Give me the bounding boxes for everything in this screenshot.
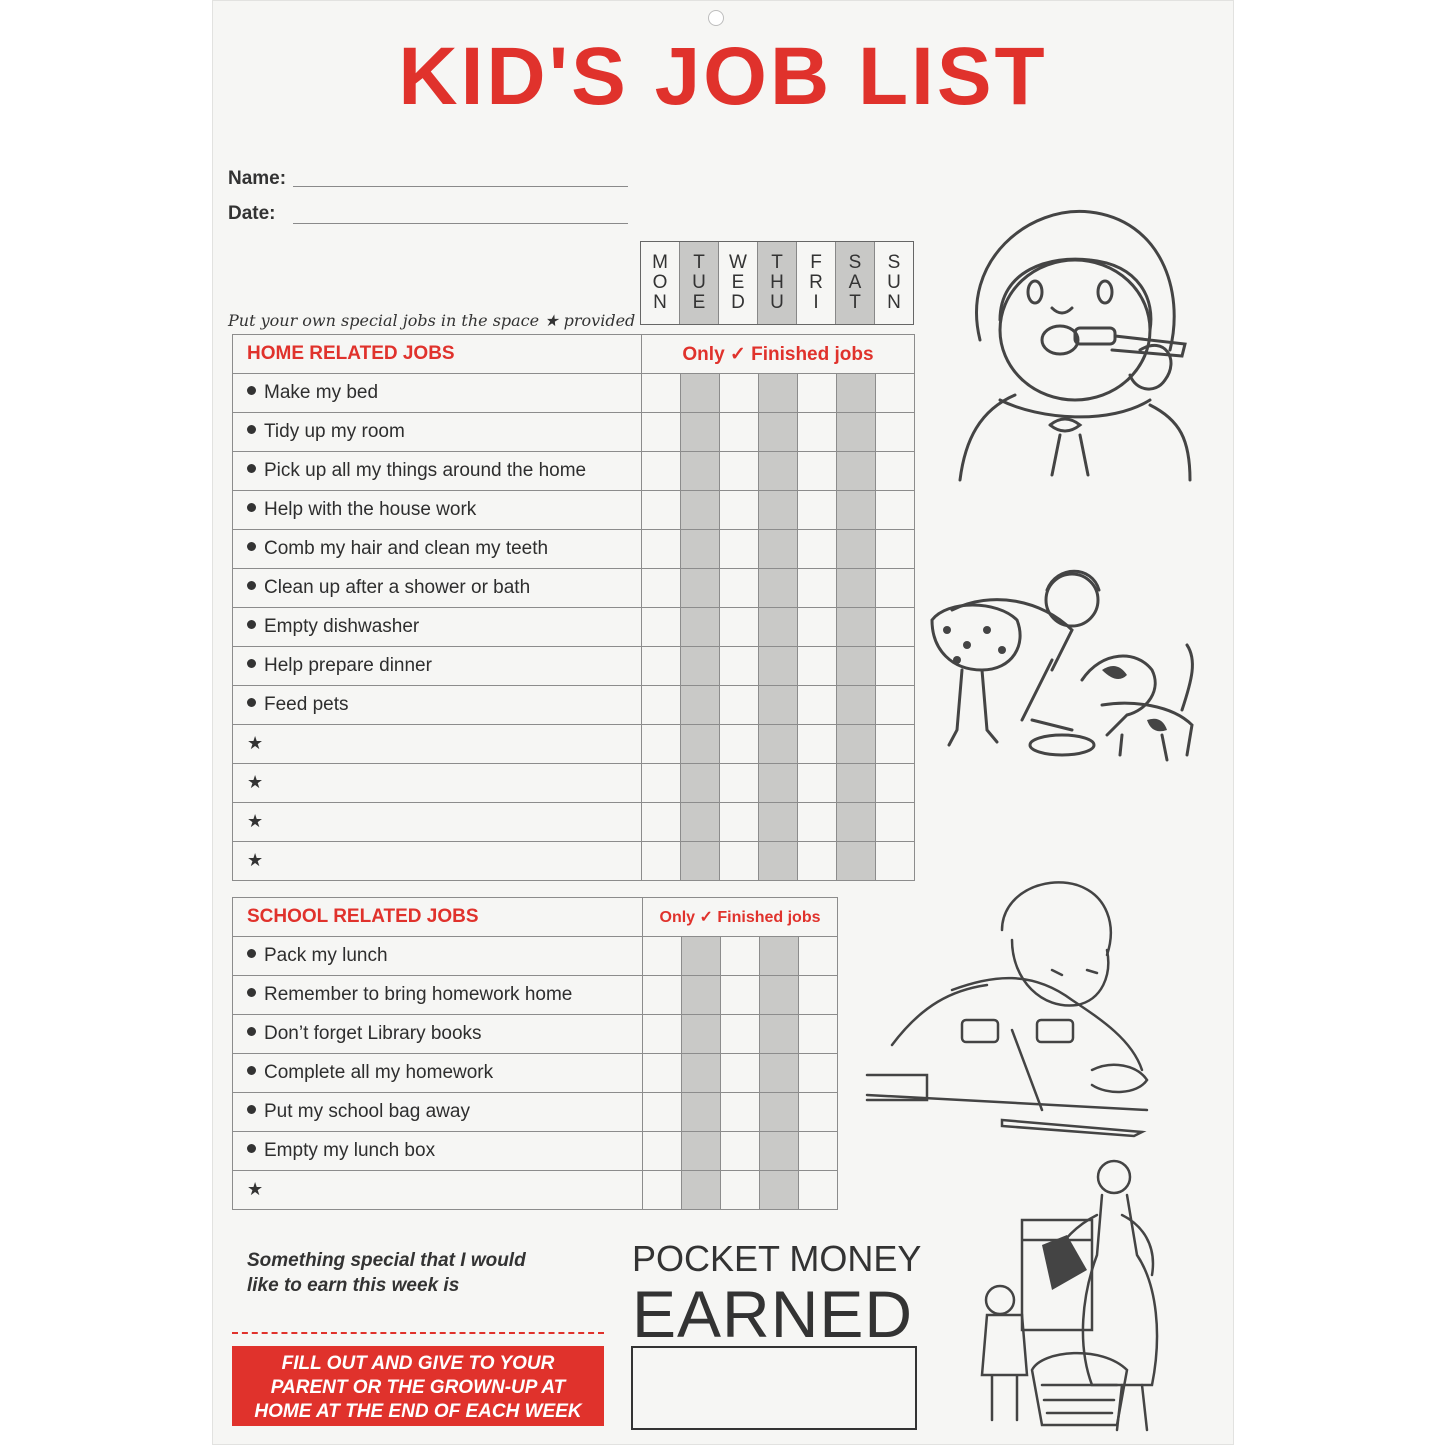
day-letter: U	[770, 292, 784, 313]
check-cell[interactable]	[798, 647, 837, 686]
job-cell	[233, 1171, 643, 1210]
check-cell[interactable]	[798, 764, 837, 803]
star-icon: ★	[247, 772, 264, 792]
check-cell[interactable]	[642, 452, 681, 491]
check-cell[interactable]	[681, 374, 720, 413]
day-letter: W	[729, 252, 747, 273]
job-label: Complete all my homework	[264, 1062, 494, 1083]
check-cell[interactable]	[759, 608, 798, 647]
job-cell	[233, 764, 642, 803]
check-cell[interactable]	[798, 374, 837, 413]
job-cell	[233, 1132, 643, 1171]
table-row	[233, 452, 915, 491]
day-column-header	[641, 242, 680, 324]
check-cell[interactable]	[876, 647, 915, 686]
bullet-icon	[247, 1066, 256, 1075]
check-cell[interactable]	[837, 686, 876, 725]
check-cell[interactable]	[837, 569, 876, 608]
job-cell	[233, 647, 642, 686]
check-cell[interactable]	[720, 686, 759, 725]
day-column-header	[719, 242, 758, 324]
job-label: Tidy up my room	[264, 421, 405, 442]
bullet-icon	[247, 659, 256, 668]
star-icon: ★	[247, 811, 264, 831]
star-icon: ★	[247, 733, 264, 753]
school-jobs-table	[232, 897, 838, 1210]
day-letter: U	[692, 272, 706, 293]
job-label: Help with the house work	[264, 499, 477, 520]
special-line-2: like to earn this week is	[247, 1275, 460, 1296]
check-cell[interactable]	[760, 1015, 799, 1054]
earned-heading: EARNED	[632, 1277, 914, 1351]
check-cell[interactable]	[720, 530, 759, 569]
bullet-icon	[247, 464, 256, 473]
check-cell[interactable]	[681, 452, 720, 491]
day-letter: T	[771, 252, 783, 273]
day-header	[640, 241, 914, 325]
check-cell[interactable]	[682, 1054, 721, 1093]
job-label: Help prepare dinner	[264, 655, 432, 676]
table-row	[233, 1093, 838, 1132]
check-cell[interactable]	[759, 686, 798, 725]
notice-line-2: PARENT OR THE GROWN-UP AT	[270, 1377, 566, 1398]
check-cell[interactable]	[798, 569, 837, 608]
star-icon: ★	[247, 850, 264, 870]
page-title: KID'S JOB LIST	[398, 31, 1048, 122]
pocket-money-heading: POCKET MONEY	[632, 1238, 922, 1279]
table-row	[233, 608, 915, 647]
check-cell[interactable]	[720, 803, 759, 842]
table-row	[233, 976, 838, 1015]
check-cell[interactable]	[643, 1054, 682, 1093]
name-label: Name:	[228, 168, 287, 189]
check-cell[interactable]	[681, 413, 720, 452]
job-label: Comb my hair and clean my teeth	[264, 538, 549, 559]
job-label: Put my school bag away	[264, 1101, 470, 1122]
check-cell[interactable]	[799, 1054, 838, 1093]
table-row	[233, 1015, 838, 1054]
check-cell[interactable]	[643, 1093, 682, 1132]
special-reward-line[interactable]	[232, 1332, 604, 1334]
check-cell[interactable]	[681, 803, 720, 842]
job-cell	[233, 491, 642, 530]
check-cell[interactable]	[721, 1054, 760, 1093]
check-cell[interactable]	[876, 491, 915, 530]
check-cell[interactable]	[837, 725, 876, 764]
check-cell[interactable]	[759, 413, 798, 452]
check-cell[interactable]	[642, 686, 681, 725]
job-cell	[233, 452, 642, 491]
day-letter: O	[652, 272, 668, 293]
job-label: Empty my lunch box	[264, 1140, 436, 1161]
check-cell[interactable]	[642, 764, 681, 803]
job-label: Feed pets	[264, 694, 349, 715]
check-cell[interactable]	[642, 803, 681, 842]
check-cell[interactable]	[643, 937, 682, 976]
check-cell[interactable]	[682, 976, 721, 1015]
job-cell	[233, 608, 642, 647]
job-cell	[233, 569, 642, 608]
check-cell[interactable]	[837, 452, 876, 491]
home-jobs-table	[232, 334, 915, 881]
table-row	[233, 647, 915, 686]
check-cell[interactable]	[642, 725, 681, 764]
job-cell	[233, 374, 642, 413]
check-cell[interactable]	[876, 764, 915, 803]
check-cell[interactable]	[642, 491, 681, 530]
check-cell[interactable]	[759, 491, 798, 530]
check-cell[interactable]	[799, 976, 838, 1015]
date-label: Date:	[228, 203, 276, 224]
check-cell[interactable]	[642, 608, 681, 647]
check-cell[interactable]	[876, 803, 915, 842]
check-cell[interactable]	[681, 686, 720, 725]
bullet-icon	[247, 425, 256, 434]
check-cell[interactable]	[681, 530, 720, 569]
check-cell[interactable]	[642, 413, 681, 452]
instruction-text-end: provided	[563, 311, 636, 330]
day-letter: N	[653, 292, 667, 313]
check-cell[interactable]	[798, 842, 837, 881]
check-cell[interactable]	[876, 413, 915, 452]
check-cell[interactable]	[720, 647, 759, 686]
girl-brushing-teeth-illustration	[940, 200, 1210, 485]
check-cell[interactable]	[721, 937, 760, 976]
check-cell[interactable]	[837, 647, 876, 686]
day-letter: A	[848, 272, 862, 293]
job-cell	[233, 1054, 643, 1093]
job-cell	[233, 413, 642, 452]
job-cell	[233, 686, 642, 725]
check-cell[interactable]	[876, 452, 915, 491]
check-cell[interactable]	[799, 1093, 838, 1132]
check-cell[interactable]	[720, 374, 759, 413]
bullet-icon	[247, 988, 256, 997]
table-row	[233, 842, 915, 881]
check-cell[interactable]	[837, 764, 876, 803]
bullet-icon	[247, 581, 256, 590]
check-cell[interactable]	[720, 764, 759, 803]
day-column-header	[836, 242, 875, 324]
check-cell[interactable]	[760, 1054, 799, 1093]
check-cell[interactable]	[720, 491, 759, 530]
check-cell[interactable]	[759, 803, 798, 842]
check-cell[interactable]	[681, 725, 720, 764]
day-column-header	[680, 242, 719, 324]
special-reward-prompt	[247, 1248, 587, 1298]
star-icon: ★	[544, 311, 559, 330]
day-letter: U	[887, 272, 901, 293]
check-cell[interactable]	[876, 725, 915, 764]
table-row	[233, 937, 838, 976]
name-field[interactable]	[293, 186, 628, 187]
check-cell[interactable]	[798, 608, 837, 647]
bullet-icon	[247, 542, 256, 551]
check-cell[interactable]	[721, 1015, 760, 1054]
check-cell[interactable]	[799, 1132, 838, 1171]
check-cell[interactable]	[681, 569, 720, 608]
bullet-icon	[247, 1144, 256, 1153]
check-cell[interactable]	[642, 647, 681, 686]
table-row	[233, 374, 915, 413]
check-cell[interactable]	[682, 937, 721, 976]
job-label: Make my bed	[264, 382, 379, 403]
table-row	[233, 764, 915, 803]
table-row	[233, 725, 915, 764]
check-cell[interactable]	[681, 491, 720, 530]
check-cell[interactable]	[643, 976, 682, 1015]
job-cell	[233, 1093, 643, 1132]
check-cell[interactable]	[643, 1015, 682, 1054]
table-row	[233, 686, 915, 725]
check-cell[interactable]	[837, 413, 876, 452]
bullet-icon	[247, 386, 256, 395]
bullet-icon	[247, 698, 256, 707]
table-row	[233, 1132, 838, 1171]
day-column-header	[875, 242, 913, 324]
check-cell[interactable]	[682, 1015, 721, 1054]
check-cell[interactable]	[721, 1132, 760, 1171]
check-cell[interactable]	[759, 530, 798, 569]
job-cell	[233, 530, 642, 569]
day-letter: M	[652, 252, 668, 273]
check-cell[interactable]	[799, 1171, 838, 1210]
table-row	[233, 569, 915, 608]
check-cell[interactable]	[721, 1093, 760, 1132]
day-letter: S	[887, 252, 901, 273]
job-label: Don’t forget Library books	[264, 1023, 482, 1044]
check-cell[interactable]	[837, 530, 876, 569]
check-cell[interactable]	[682, 1132, 721, 1171]
mother-and-boy-laundry-illustration	[972, 1155, 1212, 1440]
check-cell[interactable]	[681, 842, 720, 881]
school-jobs-header: SCHOOL RELATED JOBS	[233, 898, 643, 937]
check-cell[interactable]	[681, 764, 720, 803]
check-cell[interactable]	[876, 530, 915, 569]
check-cell[interactable]	[799, 1015, 838, 1054]
table-row	[233, 1171, 838, 1210]
home-jobs-header: HOME RELATED JOBS	[233, 335, 642, 374]
check-cell[interactable]	[798, 491, 837, 530]
table-row	[233, 1054, 838, 1093]
instructions	[228, 311, 635, 330]
check-cell[interactable]	[720, 725, 759, 764]
table-row	[233, 413, 915, 452]
bullet-icon	[247, 620, 256, 629]
check-cell[interactable]	[642, 374, 681, 413]
check-cell[interactable]	[642, 530, 681, 569]
check-cell[interactable]	[643, 1132, 682, 1171]
job-cell	[233, 976, 643, 1015]
day-letter: F	[810, 252, 822, 273]
finished-jobs-header: Only ✓ Finished jobs	[642, 335, 915, 374]
day-letter: E	[731, 272, 745, 293]
check-cell[interactable]	[720, 569, 759, 608]
day-column-header	[797, 242, 836, 324]
check-cell[interactable]	[837, 803, 876, 842]
table-row	[233, 530, 915, 569]
check-cell[interactable]	[876, 686, 915, 725]
check-cell[interactable]	[721, 976, 760, 1015]
notice-line-1: FILL OUT AND GIVE TO YOUR	[281, 1353, 555, 1374]
check-cell[interactable]	[720, 452, 759, 491]
table-row	[233, 803, 915, 842]
job-cell	[233, 803, 642, 842]
star-icon: ★	[247, 1179, 264, 1199]
check-cell[interactable]	[798, 452, 837, 491]
boy-doing-homework-illustration	[862, 870, 1162, 1140]
day-letter: N	[887, 292, 901, 313]
table-row	[233, 491, 915, 530]
check-cell[interactable]	[799, 937, 838, 976]
notice-line-3: HOME AT THE END OF EACH WEEK	[254, 1401, 582, 1422]
check-cell[interactable]	[682, 1171, 721, 1210]
instruction-text: Put your own special jobs in the space	[228, 311, 540, 330]
check-cell[interactable]	[759, 452, 798, 491]
check-cell[interactable]	[798, 803, 837, 842]
finished-jobs-header: Only ✓ Finished jobs	[643, 898, 838, 937]
special-line-1: Something special that I would	[247, 1250, 526, 1271]
check-cell[interactable]	[798, 413, 837, 452]
job-label: Remember to bring homework home	[264, 984, 573, 1005]
date-field[interactable]	[293, 223, 628, 224]
bullet-icon	[247, 1027, 256, 1036]
check-cell[interactable]	[837, 374, 876, 413]
check-cell[interactable]	[760, 1093, 799, 1132]
day-letter: T	[693, 252, 705, 273]
check-cell[interactable]	[760, 976, 799, 1015]
day-letter: R	[809, 272, 823, 293]
check-cell[interactable]	[642, 842, 681, 881]
day-letter: S	[848, 252, 862, 273]
check-cell[interactable]	[837, 608, 876, 647]
job-cell	[233, 937, 643, 976]
check-cell[interactable]	[759, 647, 798, 686]
return-notice	[232, 1346, 604, 1426]
check-cell[interactable]	[720, 842, 759, 881]
job-cell	[233, 1015, 643, 1054]
check-cell[interactable]	[759, 842, 798, 881]
check-cell[interactable]	[721, 1171, 760, 1210]
day-letter: T	[849, 292, 861, 313]
check-cell[interactable]	[876, 374, 915, 413]
check-cell[interactable]	[720, 413, 759, 452]
bullet-icon	[247, 1105, 256, 1114]
check-cell[interactable]	[681, 608, 720, 647]
check-cell[interactable]	[642, 569, 681, 608]
check-cell[interactable]	[682, 1093, 721, 1132]
check-cell[interactable]	[681, 647, 720, 686]
check-cell[interactable]	[760, 1132, 799, 1171]
day-letter: D	[731, 292, 745, 313]
check-cell[interactable]	[759, 725, 798, 764]
check-cell[interactable]	[720, 608, 759, 647]
check-cell[interactable]	[837, 491, 876, 530]
check-cell[interactable]	[798, 725, 837, 764]
job-cell	[233, 842, 642, 881]
job-label: Empty dishwasher	[264, 616, 420, 637]
check-cell[interactable]	[759, 764, 798, 803]
check-cell[interactable]	[643, 1171, 682, 1210]
job-cell	[233, 725, 642, 764]
girl-feeding-dogs-illustration	[922, 560, 1212, 770]
day-letter: H	[770, 272, 784, 293]
hanging-hole	[708, 10, 724, 26]
job-label: Clean up after a shower or bath	[264, 577, 531, 598]
check-cell[interactable]	[876, 608, 915, 647]
check-cell[interactable]	[876, 569, 915, 608]
bullet-icon	[247, 503, 256, 512]
check-cell[interactable]	[759, 569, 798, 608]
day-letter: E	[692, 292, 706, 313]
bullet-icon	[247, 949, 256, 958]
job-label: Pack my lunch	[264, 945, 388, 966]
check-cell[interactable]	[798, 686, 837, 725]
check-cell[interactable]	[798, 530, 837, 569]
check-cell[interactable]	[760, 937, 799, 976]
day-column-header	[758, 242, 797, 324]
job-label: Pick up all my things around the home	[264, 460, 587, 481]
pocket-money-amount-box[interactable]	[631, 1346, 917, 1430]
day-letter: I	[813, 292, 819, 313]
check-cell[interactable]	[759, 374, 798, 413]
check-cell[interactable]	[760, 1171, 799, 1210]
